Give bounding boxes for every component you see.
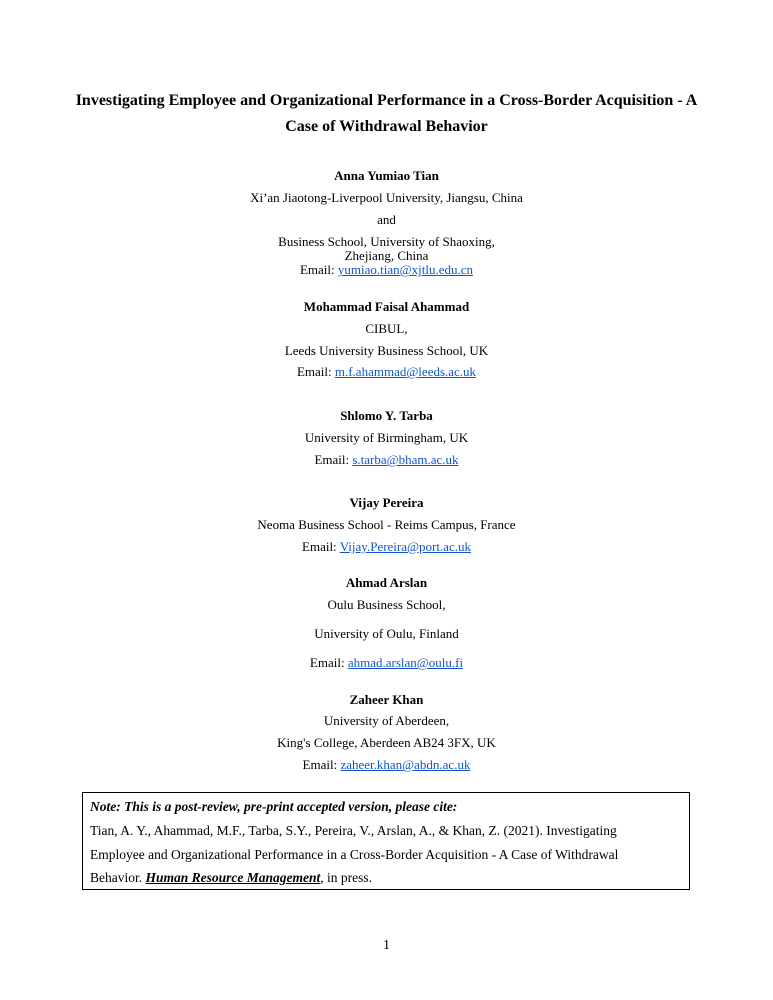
email-label: Email: <box>314 452 353 467</box>
author-name-3: Shlomo Y. Tarba <box>340 408 433 423</box>
email-label: Email: <box>299 262 338 277</box>
author-4-email-line <box>0 539 773 554</box>
author-name-5: Ahmad Arslan <box>345 575 428 590</box>
author-3-email-line <box>0 452 773 467</box>
author-2-email-line <box>0 364 773 379</box>
author-6-email-link[interactable]: zaheer.khan@abdn.ac.uk <box>340 757 471 772</box>
email-label: Email: <box>302 539 340 554</box>
author-2-affiliation-line-1: CIBUL, <box>365 321 408 336</box>
author-1-affiliation-line-3: Business School, University of Shaoxing, <box>278 234 495 249</box>
author-6-email-line <box>0 757 773 772</box>
author-5-email-line <box>0 655 773 670</box>
email-label: Email: <box>302 757 341 772</box>
paper-title <box>60 88 713 140</box>
author-1-affiliation-line-2: and <box>377 212 396 227</box>
author-6-affiliation-line-1: University of Aberdeen, <box>323 713 450 728</box>
author-2-affiliation-line-2: Leeds University Business School, UK <box>284 343 489 358</box>
author-name-2: Mohammad Faisal Ahammad <box>303 299 470 314</box>
email-label: Email: <box>309 655 348 670</box>
page-number: 1 <box>383 938 390 953</box>
author-name-1: Anna Yumiao Tian <box>334 168 439 183</box>
author-name-4: Vijay Pereira <box>349 495 424 510</box>
author-name-6: Zaheer Khan <box>349 692 424 707</box>
citation-line-3 <box>90 866 682 890</box>
author-4-affiliation-line-1: Neoma Business School - Reims Campus, France <box>257 517 516 532</box>
author-1-affiliation-line-1: Xi’an Jiaotong-Liverpool University, Jiangsu, China <box>250 190 523 205</box>
citation-note-box <box>82 792 690 890</box>
author-4-email-link[interactable]: Vijay.Pereira@port.ac.uk <box>339 539 471 554</box>
citation-prefix: Behavior. <box>90 870 146 885</box>
citation-line-1: Tian, A. Y., Ahammad, M.F., Tarba, S.Y., Pereira, V., Arslan, A., & Khan, Z. (2021). Investigating <box>90 823 617 838</box>
author-1-email-line <box>0 262 773 277</box>
citation-line-2: Employee and Organizational Performance in a Cross-Border Acquisition - A Case of Withdrawal <box>90 846 619 862</box>
author-5-affiliation-line-2: University of Oulu, Finland <box>314 626 459 641</box>
citation-suffix: , in press. <box>320 870 373 885</box>
author-3-email-link[interactable]: s.tarba@bham.ac.uk <box>352 452 459 467</box>
author-1-email-link[interactable]: yumiao.tian@xjtlu.edu.cn <box>337 262 473 277</box>
author-3-affiliation-line-1: University of Birmingham, UK <box>304 430 469 445</box>
author-2-email-link[interactable]: m.f.ahammad@leeds.ac.uk <box>334 364 477 379</box>
paper-title-line-2: Case of Withdrawal Behavior <box>285 118 488 135</box>
author-6-affiliation-line-2: King's College, Aberdeen AB24 3FX, UK <box>277 735 496 750</box>
journal-link[interactable]: Human Resource Management <box>145 870 321 885</box>
author-5-affiliation-line-1: Oulu Business School, <box>327 597 446 612</box>
author-5-email-link[interactable]: ahmad.arslan@oulu.fi <box>347 655 464 670</box>
email-label: Email: <box>296 364 335 379</box>
paper-title-line-1: Investigating Employee and Organizational Performance in a Cross-Border Acquisition - A <box>75 92 698 109</box>
citation-note-heading: Note: This is a post-review, pre-print accepted version, please cite: <box>90 799 458 814</box>
author-1-affiliation-line-4: Zhejiang, China <box>344 248 429 263</box>
